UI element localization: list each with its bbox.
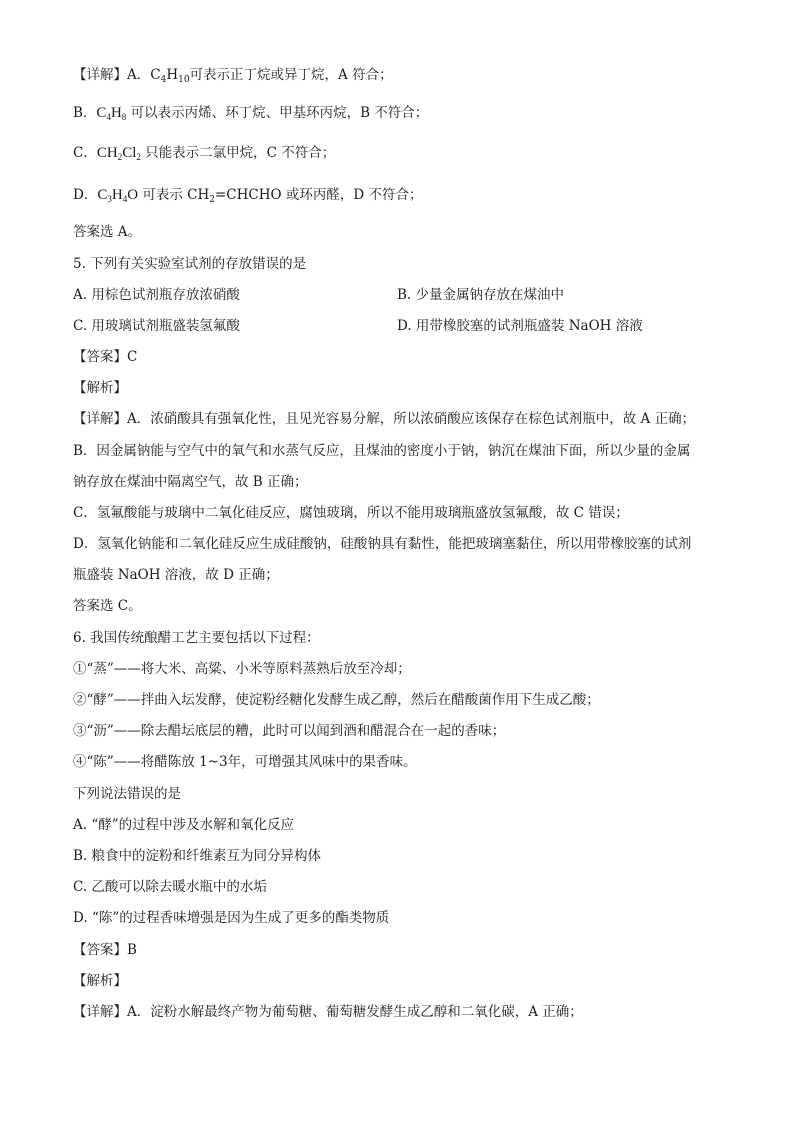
q6-option-a: A. “酵”的过程中涉及水解和氧化反应 <box>73 817 295 833</box>
q6-option-d: D. “陈”的过程香味增强是因为生成了更多的酯类物质 <box>73 910 390 926</box>
q5-question: 5. 下列有关实验室试剂的存放错误的是 <box>73 256 307 272</box>
q5-detail-b2: 钠存放在煤油中隔离空气，故 B 正确； <box>73 474 308 490</box>
q5-analysis-label: 【解析】 <box>73 380 127 396</box>
q6-prompt: 下列说法错误的是 <box>73 786 181 802</box>
q6-step-4: ④“陈”——将醋陈放 1~3年，可增强其风味中的果香味。 <box>73 754 417 770</box>
q6-step-1: ①“蒸”——将大米、高粱、小米等原料蒸熟后放至冷却； <box>73 661 411 677</box>
q4-detail-c: C．$CH_2Cl_2$ 只能表示二氯甲烷，C 不符合； <box>73 145 336 162</box>
q6-detail-a: 【详解】A．淀粉水解最终产物为葡萄糖、葡萄糖发酵生成乙醇和二氧化碳，A 正确； <box>73 1004 583 1020</box>
q6-step-2: ②“酵”——拌曲入坛发酵，使淀粉经糖化发酵生成乙醇，然后在醋酸菌作用下生成乙酸； <box>73 692 600 708</box>
q5-final-answer: 答案选 C。 <box>73 598 142 614</box>
q5-detail-a: 【详解】A．浓硝酸具有强氧化性，且见光容易分解，所以浓硝酸应该保存在棕色试剂瓶中，故 A 正确； <box>73 411 696 427</box>
q5-detail-b1: B．因金属钠能与空气中的氧气和水蒸气反应，且煤油的密度小于钠，钠沉在煤油下面，所以少量的金属 <box>73 443 691 459</box>
q6-step-3: ③“沥”——除去醋坛底层的糟，此时可以闻到酒和醋混合在一起的香味； <box>73 723 506 739</box>
q6-option-b: B. 粮食中的淀粉和纤维素互为同分异构体 <box>73 848 322 864</box>
q5-detail-c: C．氢氟酸能与玻璃中二氧化硅反应，腐蚀玻璃，所以不能用玻璃瓶盛放氢氟酸，故 C 错误； <box>73 505 629 521</box>
q5-option-d: D. 用带橡胶塞的试剂瓶盛装 NaOH 溶液 <box>397 318 643 334</box>
q4-detail-d: D．$C_3H_4O$ 可表示 $CH_2=CHCHO$ 或环丙醛，D 不符合； <box>73 187 423 205</box>
q4-answer: 答案选 A。 <box>73 224 142 240</box>
q5-detail-d1: D．氢氧化钠能和二氧化硅反应生成硅酸钠，硅酸钠具有黏性，能把玻璃塞黏住，所以用带橡胶塞的试剂 <box>73 536 692 552</box>
q6-option-c: C. 乙酸可以除去暖水瓶中的水垢 <box>73 879 267 895</box>
q6-answer-label: 【答案】B <box>73 942 137 958</box>
q5-detail-d2: 瓶盛装 NaOH 溶液，故 D 正确； <box>73 567 279 583</box>
q4-detail-b: B．$C_4H_8$ 可以表示丙烯、环丁烷、甲基环丙烷，B 不符合； <box>73 105 429 122</box>
q5-answer-label: 【答案】C <box>73 349 138 365</box>
q6-question: 6. 我国传统酿醋工艺主要包括以下过程： <box>73 630 320 646</box>
q4-detail-a: 【详解】A．$C_4H_{10}$可表示正丁烷或异丁烷，A 符合； <box>73 67 393 85</box>
q5-option-a: A. 用棕色试剂瓶存放浓硝酸 <box>73 287 240 303</box>
q5-option-b: B. 少量金属钠存放在煤油中 <box>397 287 565 303</box>
q5-option-c: C. 用玻璃试剂瓶盛装氢氟酸 <box>73 318 240 334</box>
q6-analysis-label: 【解析】 <box>73 973 127 989</box>
